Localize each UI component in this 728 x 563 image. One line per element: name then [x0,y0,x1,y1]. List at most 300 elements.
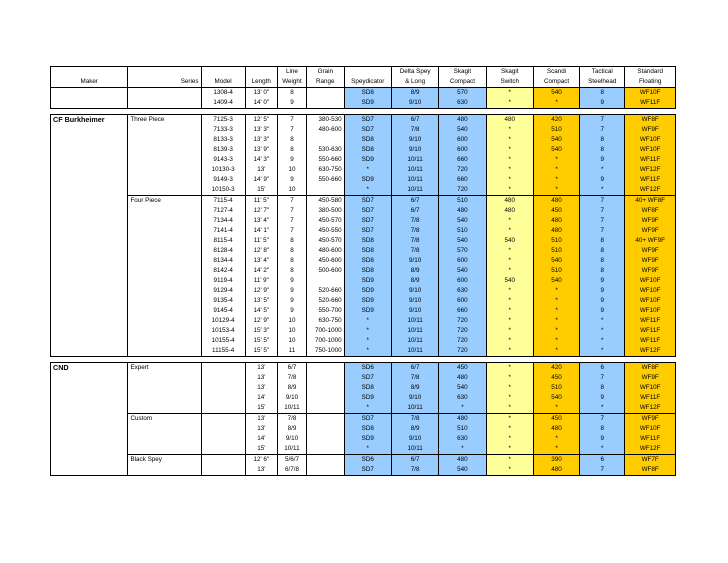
standard-floating-cell: WF10F [625,135,676,145]
standard-floating-cell: WF9F [625,125,676,135]
length-cell: 13' 4" [245,256,277,266]
table-row [51,363,676,374]
series-name: Black Spey [128,455,201,466]
standard-floating-cell: WF10F [625,145,676,155]
speydicator-cell: * [344,326,391,336]
scandi-compact-cell: 510 [533,236,579,246]
series-cell [128,246,201,256]
table-row [51,403,676,414]
table-row [51,286,676,296]
table-row [51,306,676,316]
line-weight-cell: 9 [277,175,306,185]
skagit-switch-cell: * [486,286,533,296]
table-row [51,246,676,256]
line-weight-cell: 9 [277,286,306,296]
tactical-steelhead-cell: 8 [580,256,625,266]
maker-cell [51,286,128,296]
scandi-compact-cell: 540 [533,256,579,266]
header-cell: Floating [625,77,676,88]
speydicator-cell: SD7 [344,125,391,135]
speydicator-cell: SD8 [344,246,391,256]
maker-cell [51,336,128,346]
maker-cell [51,125,128,135]
skagit-switch-cell: * [486,296,533,306]
line-weight-cell: 8 [277,88,306,99]
maker-cell [51,266,128,276]
scandi-compact-cell: * [533,326,579,336]
model-cell [201,434,245,444]
line-weight-cell: 6/7 [277,363,306,374]
scandi-compact-cell: * [533,346,579,357]
model-cell: 9149-3 [201,175,245,185]
line-weight-cell: 7 [277,125,306,135]
series-cell [128,393,201,403]
model-cell [201,363,245,374]
skagit-switch-cell: * [486,185,533,196]
skagit-compact-cell: 540 [439,125,486,135]
table-row [51,155,676,165]
delta-spey-cell: 10/11 [391,336,438,346]
table-row [51,373,676,383]
series-cell [128,326,201,336]
delta-spey-cell: 9/10 [391,393,438,403]
line-weight-cell: 8 [277,246,306,256]
line-weight-cell: 7/8 [277,414,306,425]
series-cell [128,175,201,185]
tactical-steelhead-cell: * [580,403,625,414]
tactical-steelhead-cell: 6 [580,455,625,466]
standard-floating-cell: WF11F [625,155,676,165]
skagit-switch-cell: * [486,155,533,165]
speydicator-cell: * [344,316,391,326]
scandi-compact-cell: * [533,155,579,165]
model-cell [201,465,245,476]
tactical-steelhead-cell: 9 [580,393,625,403]
length-cell: 15' 3" [245,326,277,336]
scandi-compact-cell: 480 [533,465,579,476]
speydicator-cell: * [344,346,391,357]
table-row [51,336,676,346]
series-cell [128,216,201,226]
line-weight-cell: 10 [277,185,306,196]
length-cell: 13' [245,363,277,374]
scandi-compact-cell: 510 [533,266,579,276]
maker-cell [51,155,128,165]
header-cell: Skagit [486,67,533,78]
series-cell [128,424,201,434]
tactical-steelhead-cell: * [580,346,625,357]
scandi-compact-cell: 510 [533,125,579,135]
skagit-compact-cell: 510 [439,424,486,434]
series-cell [128,403,201,414]
table-row [51,276,676,286]
header-cell: & Long [391,77,438,88]
model-cell: 10130-3 [201,165,245,175]
skagit-switch-cell: * [486,326,533,336]
series-cell [128,155,201,165]
standard-floating-cell: WF10F [625,306,676,316]
standard-floating-cell: WF8F [625,206,676,216]
length-cell: 14' 3" [245,155,277,165]
scandi-compact-cell: * [533,296,579,306]
scandi-compact-cell: 540 [533,135,579,145]
tactical-steelhead-cell: 8 [580,383,625,393]
standard-floating-cell: WF8F [625,465,676,476]
delta-spey-cell: 10/11 [391,346,438,357]
grain-range-cell: 520-660 [306,296,344,306]
skagit-switch-cell: * [486,383,533,393]
scandi-compact-cell: * [533,286,579,296]
line-weight-cell: 9 [277,296,306,306]
speydicator-cell: SD8 [344,256,391,266]
tactical-steelhead-cell: 7 [580,125,625,135]
line-weight-cell: 10 [277,326,306,336]
scandi-compact-cell: 390 [533,455,579,466]
model-cell: 7125-3 [201,115,245,126]
skagit-switch-cell: * [486,98,533,109]
header-cell [344,67,391,78]
tactical-steelhead-cell: 9 [580,98,625,109]
delta-spey-cell: 9/10 [391,286,438,296]
scandi-compact-cell: 510 [533,383,579,393]
model-cell: 7133-3 [201,125,245,135]
line-weight-cell: 9 [277,276,306,286]
delta-spey-cell: 7/8 [391,465,438,476]
speydicator-cell: * [344,444,391,455]
skagit-switch-cell: * [486,363,533,374]
table-row [51,196,676,207]
speydicator-cell: SD9 [344,286,391,296]
series-cell [128,226,201,236]
table-row [51,444,676,455]
maker-cell [51,393,128,403]
skagit-compact-cell: 540 [439,236,486,246]
line-weight-cell: 10 [277,336,306,346]
delta-spey-cell: 10/11 [391,185,438,196]
skagit-switch-cell: * [486,175,533,185]
table-row [51,145,676,155]
tactical-steelhead-cell: 8 [580,424,625,434]
table-row [51,414,676,425]
standard-floating-cell: 40+ WF9F [625,236,676,246]
standard-floating-cell: WF11F [625,175,676,185]
model-cell: 8128-4 [201,246,245,256]
line-weight-cell: 8 [277,236,306,246]
skagit-compact-cell: 630 [439,393,486,403]
maker-name: CF Burkheimer [51,115,128,126]
maker-cell [51,175,128,185]
scandi-compact-cell: 540 [533,393,579,403]
maker-cell [51,296,128,306]
model-cell: 10155-4 [201,336,245,346]
length-cell: 15' [245,444,277,455]
line-weight-cell: 9/10 [277,434,306,444]
grain-range-cell [306,424,344,434]
length-cell: 14' 5" [245,306,277,316]
length-cell: 15' 5" [245,346,277,357]
tactical-steelhead-cell: * [580,444,625,455]
scandi-compact-cell: 540 [533,88,579,99]
grain-range-cell: 550-660 [306,155,344,165]
tactical-steelhead-cell: 7 [580,226,625,236]
skagit-compact-cell: 600 [439,256,486,266]
skagit-compact-cell: 480 [439,414,486,425]
grain-range-cell [306,393,344,403]
length-cell: 11' 5" [245,196,277,207]
skagit-compact-cell: 720 [439,346,486,357]
skagit-compact-cell: 630 [439,434,486,444]
length-cell: 14' 1" [245,226,277,236]
grain-range-cell [306,383,344,393]
grain-range-cell [306,88,344,99]
skagit-switch-cell: * [486,403,533,414]
grain-range-cell [306,465,344,476]
skagit-switch-cell: * [486,216,533,226]
delta-spey-cell: 8/9 [391,88,438,99]
model-cell: 1308-4 [201,88,245,99]
table-row [51,98,676,109]
series-cell [128,125,201,135]
standard-floating-cell: WF9F [625,266,676,276]
model-cell: 7134-4 [201,216,245,226]
standard-floating-cell: 40+ WF8F [625,196,676,207]
delta-spey-cell: 8/9 [391,266,438,276]
series-name: Expert [128,363,201,374]
skagit-switch-cell: * [486,316,533,326]
delta-spey-cell: 9/10 [391,256,438,266]
length-cell: 13' 3" [245,125,277,135]
header-cell: Speydicator [344,77,391,88]
scandi-compact-cell: * [533,175,579,185]
line-weight-cell: 6/7/8 [277,465,306,476]
model-cell: 1409-4 [201,98,245,109]
standard-floating-cell: WF10F [625,88,676,99]
scandi-compact-cell: 450 [533,373,579,383]
skagit-compact-cell: 600 [439,296,486,306]
header-cell: Length [245,77,277,88]
skagit-compact-cell: * [439,403,486,414]
length-cell: 14' [245,434,277,444]
grain-range-cell: 750-1000 [306,346,344,357]
maker-cell [51,98,128,109]
speydicator-cell: * [344,403,391,414]
speydicator-cell: * [344,185,391,196]
maker-cell [51,226,128,236]
standard-floating-cell: WF12F [625,165,676,175]
skagit-switch-cell: * [486,414,533,425]
speydicator-cell: SD7 [344,414,391,425]
tactical-steelhead-cell: 7 [580,206,625,216]
line-weight-cell: 8 [277,266,306,276]
series-cell [128,306,201,316]
standard-floating-cell: WF9F [625,256,676,266]
series-name: Custom [128,414,201,425]
skagit-compact-cell: 600 [439,135,486,145]
model-cell: 9135-4 [201,296,245,306]
standard-floating-cell: WF11F [625,316,676,326]
speydicator-cell: SD8 [344,236,391,246]
delta-spey-cell: 6/7 [391,455,438,466]
maker-cell [51,316,128,326]
skagit-switch-cell: * [486,434,533,444]
tactical-steelhead-cell: 7 [580,196,625,207]
grain-range-cell [306,98,344,109]
standard-floating-cell: WF11F [625,98,676,109]
model-cell [201,393,245,403]
standard-floating-cell: WF9F [625,226,676,236]
grain-range-cell: 450-600 [306,256,344,266]
series-cell [128,383,201,393]
standard-floating-cell: WF9F [625,414,676,425]
maker-cell [51,236,128,246]
table-row [51,424,676,434]
tactical-steelhead-cell: 8 [580,236,625,246]
line-weight-cell: 11 [277,346,306,357]
grain-range-cell: 450-580 [306,196,344,207]
table-row [51,383,676,393]
grain-range-cell: 700-1000 [306,336,344,346]
series-cell [128,206,201,216]
tactical-steelhead-cell: 9 [580,286,625,296]
skagit-switch-cell: * [486,306,533,316]
tactical-steelhead-cell: 9 [580,276,625,286]
length-cell: 13' 5" [245,296,277,306]
table-row [51,393,676,403]
delta-spey-cell: 9/10 [391,434,438,444]
grain-range-cell [306,276,344,286]
scandi-compact-cell: * [533,185,579,196]
maker-cell [51,346,128,357]
grain-range-cell: 380-500 [306,206,344,216]
grain-range-cell: 500-600 [306,266,344,276]
length-cell: 14' 2" [245,266,277,276]
speydicator-cell: SD7 [344,373,391,383]
grain-range-cell: 450-570 [306,236,344,246]
series-cell [128,336,201,346]
skagit-compact-cell: 720 [439,165,486,175]
skagit-switch-cell: * [486,88,533,99]
model-cell: 10129-4 [201,316,245,326]
scandi-compact-cell: 540 [533,145,579,155]
tactical-steelhead-cell: * [580,326,625,336]
skagit-switch-cell: 480 [486,115,533,126]
grain-range-cell: 530-630 [306,145,344,155]
tactical-steelhead-cell: 8 [580,135,625,145]
table-row [51,165,676,175]
speydicator-cell: SD9 [344,155,391,165]
series-cell [128,346,201,357]
model-cell: 10153-4 [201,326,245,336]
table-row [51,115,676,126]
table-row [51,175,676,185]
skagit-compact-cell: 510 [439,196,486,207]
grain-range-cell: 700-1000 [306,326,344,336]
line-weight-cell: 7 [277,216,306,226]
skagit-compact-cell: 600 [439,276,486,286]
maker-cell [51,403,128,414]
grain-range-cell: 480-600 [306,125,344,135]
length-cell: 11' 9" [245,276,277,286]
table-row [51,135,676,145]
scandi-compact-cell: 540 [533,276,579,286]
delta-spey-cell: 7/8 [391,246,438,256]
maker-cell [51,444,128,455]
scandi-compact-cell: * [533,306,579,316]
skagit-switch-cell: 480 [486,206,533,216]
delta-spey-cell: 7/8 [391,414,438,425]
model-cell [201,403,245,414]
header-row2 [51,77,676,88]
model-cell: 8115-4 [201,236,245,246]
table-row [51,185,676,196]
line-weight-cell: 9 [277,98,306,109]
tactical-steelhead-cell: 9 [580,434,625,444]
header-cell: Standard [625,67,676,78]
delta-spey-cell: 7/8 [391,236,438,246]
header-row1 [51,67,676,78]
model-cell: 9129-4 [201,286,245,296]
speydicator-cell: SD7 [344,226,391,236]
grain-range-cell [306,185,344,196]
tactical-steelhead-cell: 7 [580,216,625,226]
grain-range-cell [306,363,344,374]
length-cell: 12' 9" [245,316,277,326]
line-weight-cell: 7/8 [277,373,306,383]
header-cell [201,67,245,78]
skagit-switch-cell: * [486,373,533,383]
tactical-steelhead-cell: 7 [580,373,625,383]
maker-cell [51,455,128,466]
maker-cell [51,216,128,226]
maker-cell [51,88,128,99]
length-cell: 15' [245,185,277,196]
table-row [51,465,676,476]
header-cell: Grain [306,67,344,78]
maker-cell [51,135,128,145]
length-cell: 13' 9" [245,145,277,155]
skagit-compact-cell: 540 [439,465,486,476]
tactical-steelhead-cell: 8 [580,266,625,276]
maker-cell [51,326,128,336]
tactical-steelhead-cell: * [580,185,625,196]
length-cell: 14' [245,393,277,403]
table-row [51,88,676,99]
table-row [51,226,676,236]
speydicator-cell: SD8 [344,145,391,155]
tactical-steelhead-cell: 8 [580,145,625,155]
table-row [51,346,676,357]
skagit-switch-cell: * [486,424,533,434]
speydicator-cell: SD8 [344,383,391,393]
scandi-compact-cell: 480 [533,216,579,226]
series-cell [128,276,201,286]
model-cell [201,444,245,455]
skagit-switch-cell: * [486,465,533,476]
skagit-compact-cell: 570 [439,88,486,99]
table-row [51,316,676,326]
standard-floating-cell: WF11F [625,393,676,403]
standard-floating-cell: WF8F [625,363,676,374]
line-weight-cell: 8/9 [277,424,306,434]
series-cell [128,236,201,246]
header-cell: Weight [277,77,306,88]
series-name: Four Piece [128,196,201,207]
length-cell: 14' 0" [245,98,277,109]
table-row [51,256,676,266]
standard-floating-cell: WF11F [625,434,676,444]
length-cell: 12' 5" [245,115,277,126]
skagit-switch-cell: * [486,246,533,256]
